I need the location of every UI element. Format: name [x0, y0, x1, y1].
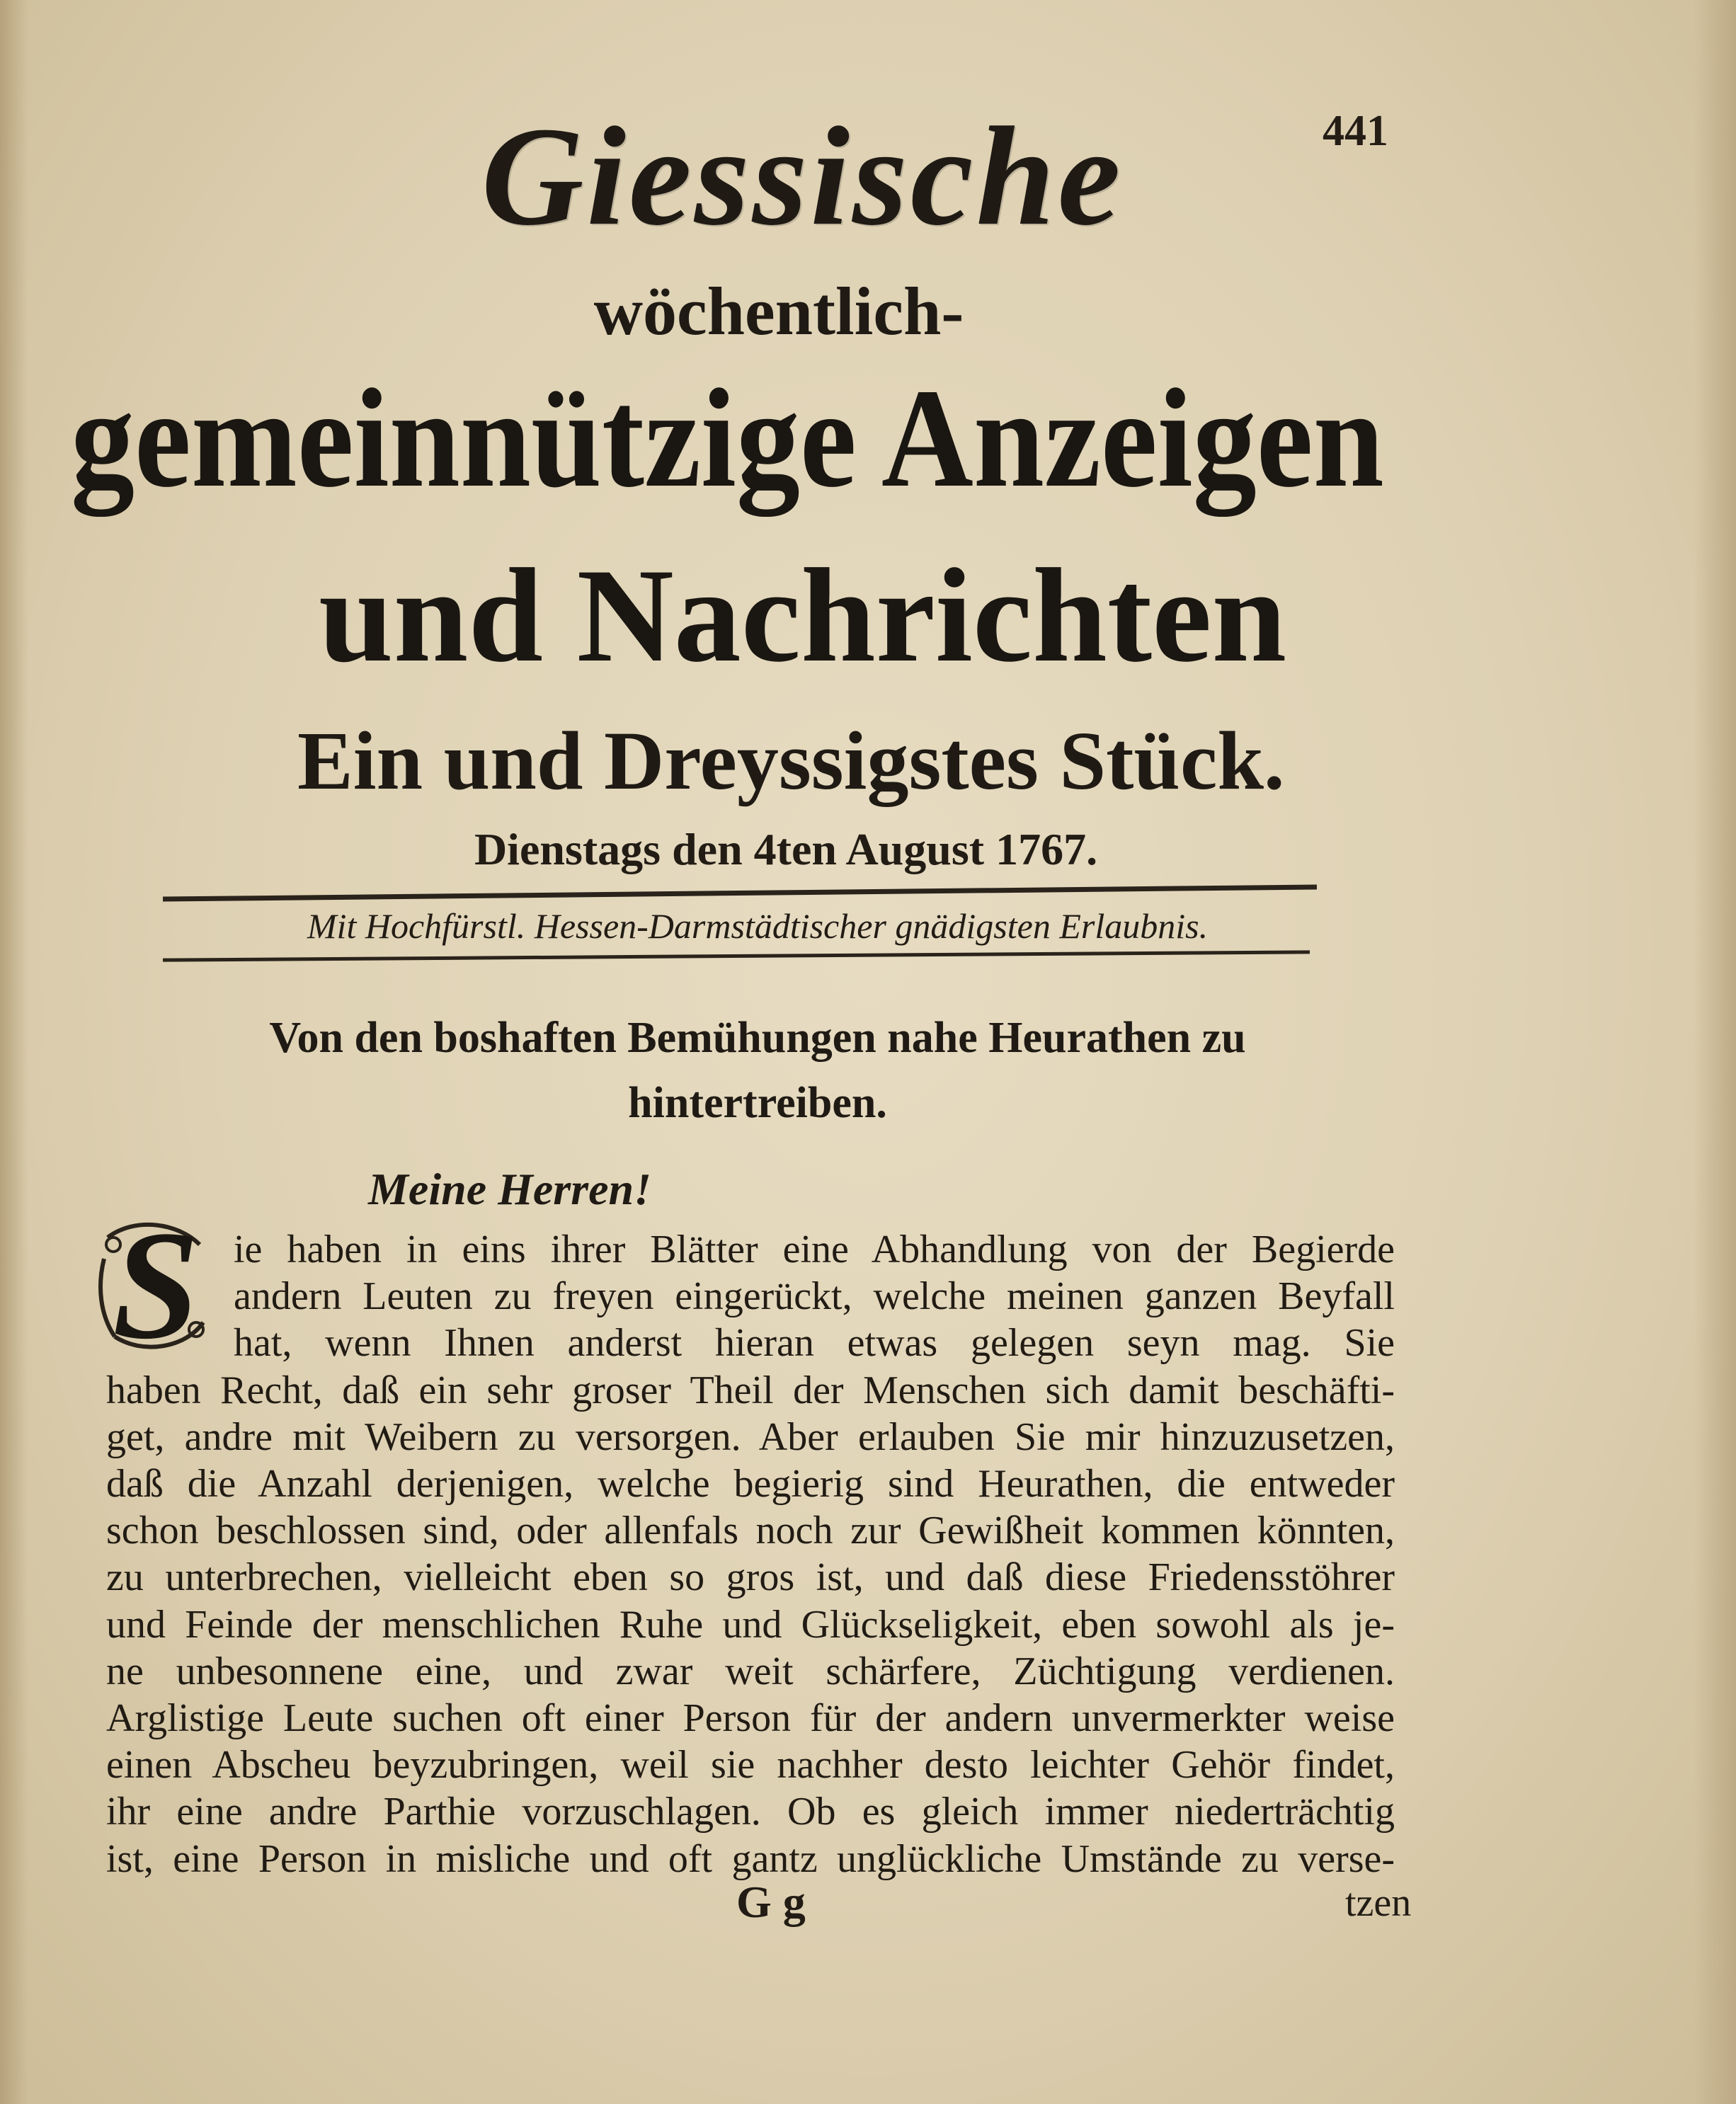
body-line: get, andre mit Weibern zu versorgen. Aber erlauben Sie mir hinzuzusetzen, [106, 1414, 1395, 1459]
page-number: 441 [1323, 107, 1388, 155]
dropcap-letter: S [112, 1199, 200, 1371]
page-edge-left [0, 0, 28, 2104]
body-line: hat, wenn Ihnen anderst hieran etwas gelegen seyn mag. Sie [234, 1321, 1395, 1366]
article-body [106, 1226, 1395, 1882]
body-line: haben Recht, daß ein sehr groser Theil der Menschen sich damit beschäfti- [106, 1368, 1395, 1412]
body-line: ist, eine Person in misliche und oft gantz unglückliche Umstände zu verse- [106, 1836, 1395, 1881]
imprint-line: Mit Hochfürstl. Hessen-Darmstädtischer gnädigsten Erlaubnis. [307, 906, 1209, 946]
signature-mark: G g [736, 1877, 806, 1927]
body-line: zu unterbrechen, vielleicht eben so gros ist, und daß diese Friedensstöhrer [106, 1555, 1395, 1600]
body-line: einen Abscheu beyzubringen, weil sie nachher desto leichter Gehör findet, [106, 1743, 1395, 1788]
page-edge-right [1694, 0, 1736, 2104]
body-line: Arglistige Leute suchen oft einer Person für der andern unvermerkter weise [106, 1696, 1395, 1741]
issue-number: Ein und Dreyssigstes Stück. [297, 714, 1285, 807]
issue-date: Dienstags den 4ten August 1767. [474, 824, 1098, 874]
masthead-title: gemeinnützige Anzeigen [71, 360, 1384, 517]
article-salutation: Meine Herren! [368, 1164, 651, 1214]
masthead-subtitle: und Nachrichten [319, 542, 1287, 690]
body-line: ie haben in eins ihrer Blätter eine Abhandlung von der Begierde [234, 1228, 1395, 1271]
body-line: und Feinde der menschlichen Ruhe und Glückseligkeit, eben sowohl als je- [106, 1602, 1395, 1647]
body-line: daß die Anzahl derjenigen, welche begierig sind Heurathen, die entweder [106, 1462, 1395, 1506]
catchword: tzen [1345, 1881, 1412, 1925]
masthead-frequency: wöchentlich- [593, 273, 964, 349]
body-line: andern Leuten zu freyen eingerückt, welche meinen ganzen Beyfall [234, 1274, 1395, 1319]
body-line: ne unbesonnene eine, und zwar weit schärfere, Züchtigung verdienen. [106, 1649, 1395, 1693]
article-headline: Von den boshaften Bemühungen nahe Heurathen zu hintertreiben. [269, 1014, 1246, 1127]
masthead-city: Giessische [481, 98, 1124, 255]
body-line: schon beschlossen sind, oder allenfals noch zur Gewißheit kommen könnten, [106, 1509, 1395, 1553]
body-line: ihr eine andre Parthie vorzuschlagen. Ob es gleich immer niederträchtig [106, 1790, 1395, 1834]
